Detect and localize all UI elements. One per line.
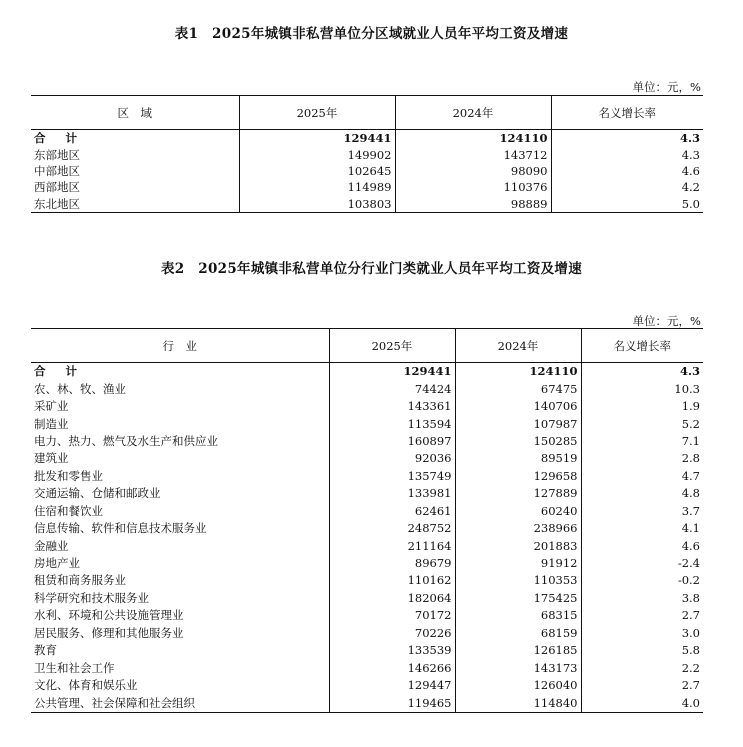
row-label: 中部地区 (34, 163, 80, 178)
growth-rate: 4.6 (581, 537, 703, 554)
value-2024: 110376 (395, 179, 551, 195)
growth-rate: 3.0 (581, 625, 703, 642)
value-2025: 182064 (329, 590, 455, 607)
table2-title: 表2 2025年城镇非私营单位分行业门类就业人员年平均工资及增速 (160, 261, 583, 277)
row-label: 东北地区 (31, 196, 239, 213)
value-2024: 126040 (455, 677, 581, 694)
value-2025: 70226 (329, 625, 455, 642)
table-row (31, 196, 703, 213)
value-2025: 102645 (239, 163, 395, 179)
value-2025: 133981 (329, 485, 455, 502)
value-2025: 110162 (329, 572, 455, 589)
table1-region-wages (31, 95, 703, 213)
value-2025: 129447 (329, 677, 455, 694)
row-label: 卫生和社会工作 (34, 660, 115, 675)
row-label: 东部地区 (34, 147, 80, 162)
value-2024: 60240 (455, 503, 581, 520)
row-label: 居民服务、修理和其他服务业 (34, 625, 184, 640)
value-2024: 175425 (455, 590, 581, 607)
row-label: 科学研究和技术服务业 (34, 590, 149, 605)
growth-rate: 4.3 (551, 146, 703, 162)
table-row (31, 380, 703, 397)
growth-rate: 4.0 (581, 694, 703, 712)
row-label: 建筑业 (34, 451, 69, 466)
value-2024: 129658 (455, 468, 581, 485)
value-2025: 129441 (329, 363, 455, 381)
value-2024: 67475 (455, 380, 581, 397)
value-2024: 98889 (395, 196, 551, 213)
row-label: 交通运输、仓储和邮政业 (34, 486, 161, 501)
table-row (31, 607, 703, 624)
value-2024: 124110 (455, 363, 581, 381)
table2-unit: 单位：元，% (632, 314, 701, 328)
table-row (31, 642, 703, 659)
table-row (31, 179, 703, 195)
column-header-industry: 行 业 (31, 329, 329, 363)
row-label: 采矿业 (34, 399, 69, 414)
value-2025: 149902 (239, 146, 395, 162)
table-row (31, 520, 703, 537)
row-label: 教育 (34, 643, 57, 658)
growth-rate: 4.3 (581, 363, 703, 381)
row-label: 合 计 (34, 364, 86, 379)
value-2024: 126185 (455, 642, 581, 659)
column-header-growth-rate: 名义增长率 (581, 329, 703, 363)
column-header-region: 区 域 (31, 96, 239, 130)
growth-rate: 4.7 (581, 468, 703, 485)
value-2025: 113594 (329, 415, 455, 432)
table-row (31, 590, 703, 607)
growth-rate: 3.7 (581, 503, 703, 520)
table-row (31, 433, 703, 450)
value-2025: 89679 (329, 555, 455, 572)
column-header-growth-rate: 名义增长率 (551, 96, 703, 130)
table2-body (31, 363, 703, 713)
row-label: 信息传输、软件和信息技术服务业 (34, 521, 207, 536)
column-header-2025: 2025年 (329, 329, 455, 363)
table-row (31, 537, 703, 554)
row-label: 合 计 (34, 131, 86, 146)
value-2024: 68159 (455, 625, 581, 642)
column-header-2025: 2025年 (239, 96, 395, 130)
row-label: 批发和零售业 (34, 468, 103, 483)
value-2024: 140706 (455, 398, 581, 415)
value-2025: 62461 (329, 503, 455, 520)
table-row (31, 659, 703, 676)
row-label: 水利、环境和公共设施管理业 (34, 608, 184, 623)
value-2024: 201883 (455, 537, 581, 554)
value-2024: 238966 (455, 520, 581, 537)
table-row (31, 694, 703, 712)
total-row (31, 130, 703, 147)
row-label: 制造业 (34, 416, 69, 431)
growth-rate: 2.7 (581, 607, 703, 624)
value-2025: 103803 (239, 196, 395, 213)
value-2025: 248752 (329, 520, 455, 537)
value-2025: 160897 (329, 433, 455, 450)
row-label: 电力、热力、燃气及水生产和供应业 (34, 433, 218, 448)
value-2025: 74424 (329, 380, 455, 397)
growth-rate: 1.9 (581, 398, 703, 415)
growth-rate: 4.3 (551, 130, 703, 147)
value-2024: 98090 (395, 163, 551, 179)
value-2025: 135749 (329, 468, 455, 485)
value-2025: 92036 (329, 450, 455, 467)
value-2025: 211164 (329, 537, 455, 554)
growth-rate: 4.8 (581, 485, 703, 502)
value-2024: 127889 (455, 485, 581, 502)
table-row (31, 677, 703, 694)
growth-rate: 2.7 (581, 677, 703, 694)
value-2025: 114989 (239, 179, 395, 195)
table2-header-row (31, 329, 703, 363)
table1-header-row (31, 96, 703, 130)
value-2024: 89519 (455, 450, 581, 467)
table-row (31, 163, 703, 179)
growth-rate: 4.1 (581, 520, 703, 537)
row-label: 房地产业 (34, 556, 80, 571)
table1-body (31, 130, 703, 213)
growth-rate: 5.2 (581, 415, 703, 432)
table-row (31, 146, 703, 162)
row-label: 公共管理、社会保障和社会组织 (31, 694, 329, 712)
growth-rate: -0.2 (581, 572, 703, 589)
value-2025: 143361 (329, 398, 455, 415)
row-label: 西部地区 (34, 180, 80, 195)
value-2024: 150285 (455, 433, 581, 450)
row-label: 住宿和餐饮业 (34, 503, 103, 518)
table-row (31, 572, 703, 589)
table-row (31, 485, 703, 502)
table-row (31, 398, 703, 415)
value-2024: 114840 (455, 694, 581, 712)
row-label: 租赁和商务服务业 (34, 573, 126, 588)
value-2025: 119465 (329, 694, 455, 712)
value-2025: 129441 (239, 130, 395, 147)
table-row (31, 555, 703, 572)
column-header-2024: 2024年 (395, 96, 551, 130)
column-header-2024: 2024年 (455, 329, 581, 363)
value-2024: 124110 (395, 130, 551, 147)
growth-rate: 7.1 (581, 433, 703, 450)
growth-rate: -2.4 (581, 555, 703, 572)
value-2024: 68315 (455, 607, 581, 624)
growth-rate: 5.0 (551, 196, 703, 213)
value-2025: 146266 (329, 659, 455, 676)
growth-rate: 10.3 (581, 380, 703, 397)
table-row (31, 503, 703, 520)
growth-rate: 4.2 (551, 179, 703, 195)
growth-rate: 3.8 (581, 590, 703, 607)
row-label: 农、林、牧、渔业 (34, 381, 126, 396)
table2-industry-wages (31, 328, 703, 713)
table-row (31, 468, 703, 485)
value-2025: 133539 (329, 642, 455, 659)
value-2025: 70172 (329, 607, 455, 624)
growth-rate: 5.8 (581, 642, 703, 659)
value-2024: 143712 (395, 146, 551, 162)
value-2024: 91912 (455, 555, 581, 572)
value-2024: 107987 (455, 415, 581, 432)
table-row (31, 415, 703, 432)
total-row (31, 363, 703, 381)
growth-rate: 2.8 (581, 450, 703, 467)
growth-rate: 4.6 (551, 163, 703, 179)
table1-unit: 单位：元，% (632, 80, 701, 94)
row-label: 文化、体育和娱乐业 (34, 678, 138, 693)
growth-rate: 2.2 (581, 659, 703, 676)
table1-title: 表1 2025年城镇非私营单位分区域就业人员年平均工资及增速 (174, 26, 569, 42)
table-row (31, 450, 703, 467)
table-row (31, 625, 703, 642)
value-2024: 143173 (455, 659, 581, 676)
value-2024: 110353 (455, 572, 581, 589)
row-label: 金融业 (34, 538, 69, 553)
